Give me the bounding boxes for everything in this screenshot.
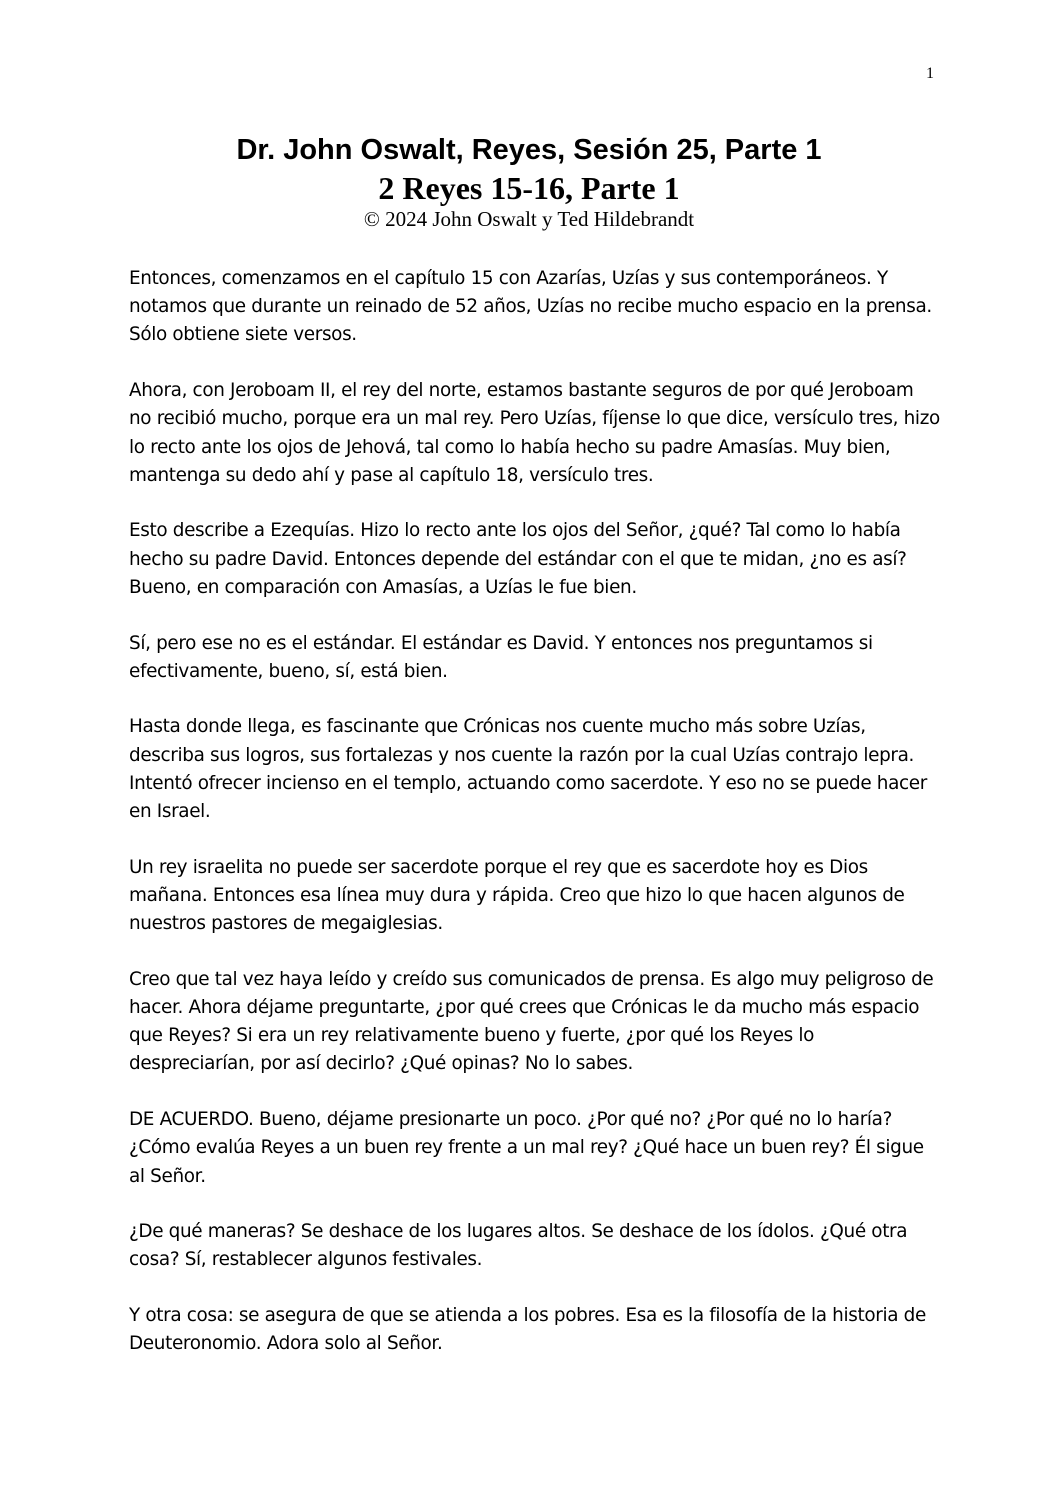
paragraph: Y otra cosa: se asegura de que se atienda a los pobres. Esa es la filosofía de la historia de Deuteronomio. Adora solo al Señor. <box>129 1305 926 1355</box>
paragraph: Creo que tal vez haya leído y creído sus comunicados de prensa. Es algo muy peligroso de hacer. Ahora déjame preguntarte, ¿por qué crees que Crónicas le da mucho más espacio que Reyes? Si era un rey relativamente bueno y fuerte, ¿por qué los Reyes lo despreciarían, por así decirlo? ¿Qué opinas? No lo sabes. <box>129 968 934 1075</box>
paragraph: Ahora, con Jeroboam II, el rey del norte, estamos bastante seguros de por qué Jeroboam no recibió mucho, porque era un mal rey. Pero Uzías, fíjense lo que dice, versículo tres, hizo lo recto ante los ojos de Jehová, tal como lo había hecho su padre Amasías. Muy bien, mantenga su dedo ahí y pase al capítulo 18, versículo tres. <box>129 380 940 486</box>
paragraph: DE ACUERDO. Bueno, déjame presionarte un poco. ¿Por qué no? ¿Por qué no lo haría? ¿Cómo evalúa Reyes a un buen rey frente a un mal rey? ¿Qué hace un buen rey? Él sigue al Señor. <box>129 1109 924 1187</box>
document-subtitle: 2 Reyes 15-16, Parte 1 <box>378 170 680 206</box>
paragraph: Esto describe a Ezequías. Hizo lo recto ante los ojos del Señor, ¿qué? Tal como lo había hecho su padre David. Entonces depende del estándar con el que te midan, ¿no es así? Bueno, en comparación con Amasías, a Uzías le fue bien. <box>129 520 907 598</box>
document-header <box>0 131 1058 231</box>
document-body <box>129 265 941 1386</box>
paragraph: ¿De qué maneras? Se deshace de los lugares altos. Se deshace de los ídolos. ¿Qué otra cosa? Sí, restablecer algunos festivales. <box>129 1221 908 1271</box>
page-number: 1 <box>926 65 934 82</box>
paragraph: Sí, pero ese no es el estándar. El estándar es David. Y entonces nos preguntamos si efectivamente, bueno, sí, está bien. <box>129 632 873 682</box>
paragraph: Hasta donde llega, es fascinante que Crónicas nos cuente mucho más sobre Uzías, describa sus logros, sus fortalezas y nos cuente la razón por la cual Uzías contrajo lepra. Intentó ofrecer incienso en el templo, actuando como sacerdote. Y eso no se puede hacer en Israel. <box>129 716 927 823</box>
paragraph: Entonces, comenzamos en el capítulo 15 con Azarías, Uzías y sus contemporáneos. Y notamos que durante un reinado de 52 años, Uzías no recibe mucho espacio en la prensa. Sólo obtiene siete versos. <box>129 268 932 346</box>
document-title: Dr. John Oswalt, Reyes, Sesión 25, Parte 1 <box>236 134 822 166</box>
paragraph: Un rey israelita no puede ser sacerdote porque el rey que es sacerdote hoy es Dios mañana. Entonces esa línea muy dura y rápida. Creo que hizo lo que hacen algunos de nuestros pastores de megaiglesias. <box>129 856 905 935</box>
copyright-notice: © 2024 John Oswalt y Ted Hildebrandt <box>363 207 695 231</box>
